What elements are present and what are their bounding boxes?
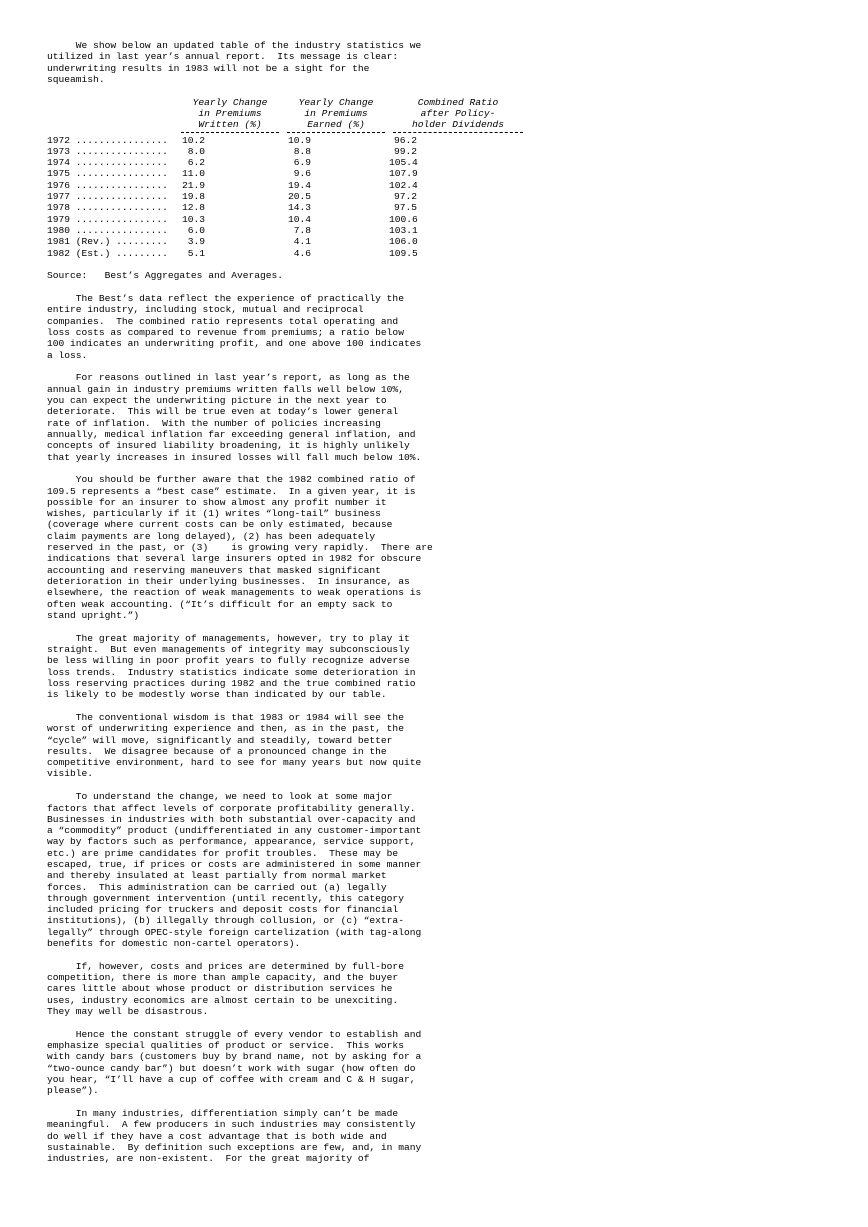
table-row	[47, 236, 527, 247]
table-row	[47, 157, 527, 168]
combined-ratio-value: 109.5	[389, 247, 418, 259]
premiums-written-value: 5.1	[187, 247, 205, 259]
table-header-row	[47, 97, 527, 135]
header-premiums-written: Yearly Change in Premiums Written (%)	[192, 96, 268, 131]
premiums-earned-value: 4.6	[293, 247, 311, 259]
source-note: Source: Best’s Aggregates and Averages.	[47, 270, 284, 282]
premiums-earned-value: 10.9	[287, 134, 311, 146]
combined-ratio-value: 100.6	[389, 213, 418, 225]
row-year-label: 1973 ................	[47, 145, 168, 157]
table-row	[47, 191, 527, 202]
intro-paragraph: We show below an updated table of the industry statistics we utilized in last year’s annual report. Its message is clear: underwriting results in 1983 will not be a sight for the squeamish.	[47, 40, 422, 85]
combined-ratio-value: 97.2	[393, 191, 417, 203]
row-year-label: 1974 ................	[47, 157, 168, 169]
premiums-earned-value: 4.1	[293, 236, 311, 248]
premiums-earned-value: 20.5	[287, 191, 311, 203]
combined-ratio-value: 99.2	[393, 145, 417, 157]
body-paragraph: The great majority of managements, however, try to play it straight. But even managements of integrity may subconsciously be less willing in poor profit years to fully recognize adverse loss trends. Industry statistics indicate some deterioration in loss reserving practices during 1982 and the true combined ratio is likely to be modestly worse than indicated by our table.	[47, 632, 416, 701]
combined-ratio-value: 102.4	[389, 179, 418, 191]
row-year-label: 1982 (Est.) .........	[47, 247, 168, 259]
header-rule	[181, 132, 279, 133]
combined-ratio-value: 107.9	[389, 168, 418, 180]
row-year-label: 1977 ................	[47, 191, 168, 203]
body-paragraph: To understand the change, we need to look at some major factors that affect levels of corporate profitability generally. Businesses in industries with both substantial over-capacity and a “commodity” product (undifferentiated in any customer-important way by factors such as performance, appearance, service support, etc.) are prime candidates for profit troubles. These may be escaped, true, if prices or costs are administered in some manner and thereby insulated at least partially from normal market forces. This administration can be carried out (a) legally through government intervention (until recently, this category included pricing for truckers and deposit costs for financial institutions), (b) illegally through collusion, or (c) “extra- legally” through OPEC-style foreign cartelization (with tag-along benefits for domestic non-cartel operators).	[47, 791, 422, 950]
body-paragraph: The Best’s data reflect the experience of practically the entire industry, including stock, mutual and reciprocal companies. The combined ratio represents total operating and loss costs as compared to revenue from premiums; a ratio below 100 indicates an underwriting profit, and one above 100 indicates a loss.	[47, 293, 422, 361]
premiums-written-value: 3.9	[187, 236, 205, 248]
row-year-label: 1975 ................	[47, 168, 168, 180]
header-rule	[393, 132, 523, 133]
row-year-label: 1980 ................	[47, 224, 168, 236]
premiums-written-value: 19.8	[181, 191, 205, 203]
row-year-label: 1972 ................	[47, 134, 168, 146]
body-paragraph: You should be further aware that the 1982 combined ratio of 109.5 represents a “best case” estimate. In a given year, it is possible for an insurer to show almost any profit number it wishes, particularly if it (1) writes “long-tail” business (coverage where current costs can be only estimated, because claim payments are long delayed), (2) has been adequately reserved in the past, or (3) is growing very rapidly. There are indications that several large insurers opted in 1982 for obscure accounting and reserving maneuvers that masked significant deterioration in their underlying businesses. In insurance, as elsewhere, the reaction of weak managements to weak operations is often weak accounting. (“It’s difficult for an empty sack to stand upright.”)	[47, 474, 433, 621]
combined-ratio-value: 106.0	[389, 236, 418, 248]
body-paragraph: For reasons outlined in last year’s report, as long as the annual gain in industry premiums written falls well below 10%, you can expect the underwriting picture in the next year to deteriorate. This will be true even at today’s lower general rate of inflation. With the number of policies increasing annually, medical inflation far exceeding general inflation, and concepts of insured liability broadening, it is highly unlikely that yearly increases in insured losses will fall much below 10%.	[47, 372, 422, 463]
premiums-earned-value: 14.3	[287, 202, 311, 214]
document-page	[47, 40, 847, 1176]
premiums-written-value: 12.8	[181, 202, 205, 214]
header-premiums-earned: Yearly Change in Premiums Earned (%)	[298, 96, 374, 131]
body-paragraph: The conventional wisdom is that 1983 or 1984 will see the worst of underwriting experience and then, as in the past, the “cycle” will move, significantly and steadily, toward better results. We disagree because of a pronounced change in the competitive environment, hard to see for many years but now quite visible.	[47, 711, 422, 780]
table-row	[47, 180, 527, 191]
industry-statistics-table	[47, 97, 527, 259]
premiums-earned-value: 9.6	[293, 168, 311, 180]
premiums-written-value: 10.3	[181, 213, 205, 225]
table-row	[47, 135, 527, 146]
premiums-written-value: 11.0	[181, 168, 205, 180]
body-paragraph: In many industries, differentiation simply can’t be made meaningful. A few producers in such industries may consistently do well if they have a cost advantage that is both wide and sustainable. By definition such exceptions are few, and, in many industries, are non-existent. For the great majority of	[47, 1108, 422, 1165]
table-row	[47, 202, 527, 213]
combined-ratio-value: 96.2	[393, 134, 417, 146]
premiums-earned-value: 8.8	[293, 145, 311, 157]
premiums-written-value: 6.2	[187, 157, 205, 169]
combined-ratio-value: 97.5	[393, 202, 417, 214]
premiums-written-value: 8.0	[187, 145, 205, 157]
premiums-earned-value: 19.4	[287, 179, 311, 191]
combined-ratio-value: 103.1	[389, 224, 418, 236]
body-paragraph: Hence the constant struggle of every vendor to establish and emphasize special qualities of product or service. This works with candy bars (customers buy by brand name, not by asking for a “two-ounce candy bar”) but doesn’t work with sugar (how often do you hear, “I’ll have a cup of coffee with cream and C & H sugar, please”).	[47, 1028, 422, 1097]
table-body	[47, 135, 527, 259]
table-row	[47, 214, 527, 225]
body-paragraph: If, however, costs and prices are determined by full-bore competition, there is more than ample capacity, and the buyer cares little about whose product or distribution services he uses, industry economics are almost certain to be unexciting. They may well be disastrous.	[47, 960, 404, 1018]
header-year	[47, 97, 177, 135]
premiums-written-value: 21.9	[181, 179, 205, 191]
table-row	[47, 146, 527, 157]
table-row	[47, 225, 527, 236]
premiums-earned-value: 6.9	[293, 157, 311, 169]
row-year-label: 1976 ................	[47, 179, 168, 191]
combined-ratio-value: 105.4	[389, 157, 418, 169]
premiums-earned-value: 7.8	[293, 224, 311, 236]
body-text	[47, 293, 847, 1164]
premiums-written-value: 6.0	[187, 224, 205, 236]
row-year-label: 1981 (Rev.) .........	[47, 236, 168, 248]
row-year-label: 1978 ................	[47, 202, 168, 214]
premiums-written-value: 10.2	[181, 134, 205, 146]
premiums-earned-value: 10.4	[287, 213, 311, 225]
row-year-label: 1979 ................	[47, 213, 168, 225]
header-combined-ratio: Combined Ratio after Policy- holder Dividends	[411, 96, 505, 131]
table-row	[47, 248, 527, 259]
header-rule	[287, 132, 385, 133]
table-row	[47, 168, 527, 179]
